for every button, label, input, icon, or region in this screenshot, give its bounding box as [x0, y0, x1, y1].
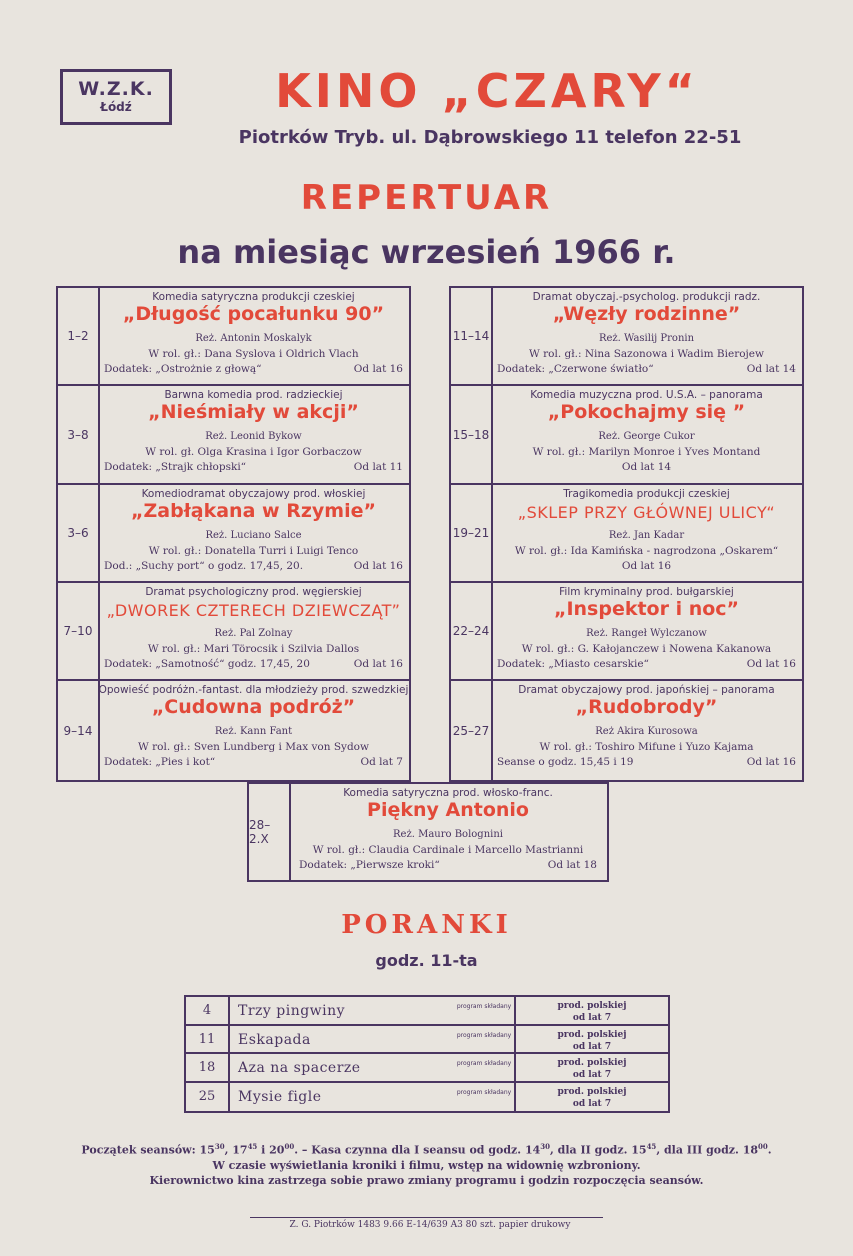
- morning-prod: prod. polskiej: [557, 1029, 627, 1040]
- film-dates: 9–14: [58, 681, 100, 780]
- film-director: Reż. Rangeł Wylczanow: [586, 628, 707, 639]
- film-director: Reż. George Cukor: [598, 431, 695, 442]
- film-row: [58, 288, 409, 386]
- film-extra: Dodatek: „Czerwone światło“: [497, 363, 654, 375]
- film-extra: Dodatek: „Miasto cesarskie“: [497, 658, 649, 670]
- morning-age: od lat 7: [572, 1098, 612, 1109]
- film-title: Piękny Antonio: [367, 799, 529, 821]
- month-heading: na miesiąc wrzesień 1966 r.: [177, 233, 676, 271]
- cinema-address: Piotrków Tryb. ul. Dąbrowskiego 11 telefon 22-51: [238, 127, 742, 148]
- film-genre: Dramat psychologiczny prod. węgierskiej: [145, 586, 362, 598]
- logo-line2: Łódź: [100, 100, 132, 114]
- film-dates: 7–10: [58, 583, 100, 679]
- film-title: „DWOREK CZTERECH DZIEWCZĄT”: [106, 601, 401, 620]
- left-film-column: [56, 286, 411, 782]
- morning-title: Aza na spacerze: [238, 1060, 361, 1076]
- film-title: „SKLEP PRZY GŁÓWNEJ ULICY“: [517, 503, 776, 522]
- film-age: Od lat 11: [353, 461, 403, 473]
- film-row: [58, 386, 409, 485]
- film-row: [58, 583, 409, 681]
- wzk-logo: [60, 69, 172, 125]
- morning-title: Mysie figle: [238, 1088, 322, 1105]
- film-extra: Dodatek: „Pies i kot“: [104, 756, 216, 768]
- film-cast: W rol. gł.: Nina Sazonowa i Wadim Bierojew: [528, 348, 765, 360]
- film-row: [451, 386, 802, 485]
- morning-program: program składany: [456, 1031, 512, 1039]
- film-cast: W rol. gł.: Marilyn Monroe i Yves Montand: [532, 446, 761, 458]
- footer-notes: [30, 1139, 823, 1188]
- film-age: Od lat 18: [547, 859, 597, 871]
- film-director: Reż. Leonid Bykow: [205, 431, 302, 442]
- morning-day: 25: [186, 1083, 230, 1112]
- film-title: „Węzły rodzinne”: [552, 303, 741, 325]
- right-film-column: [449, 286, 804, 782]
- film-director: Reż. Luciano Salce: [205, 530, 302, 541]
- morning-program: program składany: [456, 1060, 512, 1067]
- morning-prod: prod. polskiej: [557, 1058, 627, 1068]
- film-age: Od lat 16: [746, 658, 796, 670]
- film-cast: W rol. gł.: Donatella Turri i Luigi Tenco: [148, 545, 359, 557]
- morning-heading: PORANKI: [341, 910, 512, 940]
- morning-table: [184, 995, 670, 1113]
- film-dates: 25–27: [451, 681, 493, 780]
- center-film-block: [247, 782, 609, 882]
- film-cast: W rol. gł. Olga Krasina i Igor Gorbaczow: [145, 446, 362, 458]
- table-row: [186, 1026, 668, 1055]
- film-row: [451, 681, 802, 780]
- film-title: „Nieśmiały w akcji”: [148, 401, 359, 423]
- film-director: Reż Akira Kurosowa: [595, 726, 698, 737]
- morning-title: Eskapada: [238, 1031, 311, 1048]
- film-director: Reż. Pal Zolnay: [214, 628, 293, 639]
- film-cast: W rol. gł.: Claudia Cardinale i Marcello Mastrianni: [312, 844, 584, 856]
- film-dates: 3–6: [58, 485, 100, 581]
- film-age: Od lat 14: [746, 363, 796, 375]
- film-age: Od lat 14: [621, 461, 672, 473]
- film-genre: Opowieść podróżn.-fantast. dla młodzieży prod. szwedzkiej: [98, 684, 409, 696]
- morning-time: godz. 11-ta: [375, 951, 478, 970]
- morning-day: 4: [186, 997, 230, 1024]
- morning-prod: prod. polskiej: [557, 1086, 627, 1097]
- management-notice: Kierownictwo kina zastrzega sobie prawo zmiany programu i godzin rozpoczęcia seansów.: [149, 1173, 704, 1187]
- film-age: Od lat 16: [353, 658, 403, 670]
- film-genre: Dramat obyczaj.-psycholog. produkcji radz.: [532, 291, 761, 303]
- film-director: Reż. Jan Kadar: [608, 530, 685, 541]
- film-genre: Komediodramat obyczajowy prod. włoskiej: [141, 488, 366, 500]
- film-title: „Inspektor i noc”: [553, 598, 740, 620]
- film-cast: W rol. gł.: Sven Lundberg i Max von Sydow: [138, 741, 369, 753]
- film-row: [451, 288, 802, 386]
- table-row: [186, 997, 668, 1026]
- entry-notice: W czasie wyświetlania kroniki i filmu, wstęp na widownię wzbroniony.: [212, 1158, 641, 1172]
- film-extra: Seanse o godz. 15,45 i 19: [497, 756, 634, 768]
- film-row: [451, 583, 802, 681]
- film-extra: Dodatek: „Strajk chłopski“: [104, 461, 247, 473]
- film-title: „Długość pocałunku 90”: [122, 303, 385, 325]
- film-genre: Komedia satyryczna prod. włosko-franc.: [343, 787, 553, 799]
- table-row: [186, 1054, 668, 1083]
- film-director: Reż. Mauro Bolognini: [393, 829, 503, 840]
- morning-day: 11: [186, 1026, 230, 1053]
- film-age: Od lat 16: [353, 560, 403, 572]
- film-dates: 3–8: [58, 386, 100, 483]
- film-genre: Dramat obyczajowy prod. japońskiej – panorama: [518, 684, 775, 696]
- film-dates: 11–14: [451, 288, 493, 384]
- film-age: Od lat 7: [360, 756, 403, 768]
- film-cast: W rol. gł.: Toshiro Mifune i Yuzo Kajama: [539, 741, 754, 753]
- film-genre: Tragikomedia produkcji czeskiej: [563, 488, 730, 500]
- morning-age: od lat 7: [572, 1070, 612, 1080]
- film-row: [451, 485, 802, 583]
- film-genre: Barwna komedia prod. radzieckiej: [164, 389, 343, 401]
- film-dates: 1–2: [58, 288, 100, 384]
- film-extra: Dodatek: „Ostrożnie z głową“: [104, 363, 262, 375]
- film-director: Reż. Kann Fant: [214, 726, 293, 737]
- film-row: [249, 784, 607, 880]
- logo-line1: W.Z.K.: [78, 78, 154, 100]
- morning-program: program składany: [456, 1003, 512, 1010]
- film-extra: Dod.: „Suchy port“ o godz. 17,45, 20.: [104, 560, 304, 572]
- morning-program: program składany: [456, 1088, 512, 1096]
- film-extra: Dodatek: „Samotność“ godz. 17,45, 20: [104, 658, 310, 670]
- film-extra: Dodatek: „Pierwsze kroki“: [299, 859, 440, 871]
- morning-age: od lat 7: [572, 1013, 612, 1023]
- film-title: „Pokochajmy się ”: [547, 401, 746, 423]
- film-dates: 19–21: [451, 485, 493, 581]
- film-genre: Komedia muzyczna prod. U.S.A. – panorama: [530, 389, 763, 401]
- film-title: „Cudowna podróż”: [151, 696, 356, 718]
- film-director: Reż. Wasilij Pronin: [598, 333, 695, 344]
- morning-prod: prod. polskiej: [557, 1001, 627, 1011]
- film-row: [58, 681, 409, 780]
- film-age: Od lat 16: [353, 363, 403, 375]
- film-title: „Zabłąkana w Rzymie”: [131, 500, 376, 522]
- showtimes-line: Początek seansów: $15^{30}$, $17^{45}$ i $20^{00}$. – Kasa czynna dla I seansu od godz. $14^{30}$, dla II godz. $15^{45}$, dla III godz. $18^{00}$.: [81, 1142, 772, 1157]
- film-cast: W rol. gł.: Ida Kamińska - nagrodzona „Oskarem“: [514, 545, 779, 557]
- film-row: [58, 485, 409, 583]
- cinema-name: KINO „CZARY“: [275, 64, 699, 118]
- morning-day: 18: [186, 1054, 230, 1081]
- morning-age: od lat 7: [572, 1041, 612, 1052]
- film-genre: Komedia satyryczna produkcji czeskiej: [152, 291, 355, 303]
- film-dates: 15–18: [451, 386, 493, 483]
- film-genre: Film kryminalny prod. bułgarskiej: [559, 586, 734, 598]
- film-cast: W rol. gł.: G. Kałojanczew i Nowena Kakanowa: [521, 643, 772, 655]
- film-age: Od lat 16: [621, 560, 672, 572]
- film-cast: W rol. gł.: Mari Törocsik i Szilvia Dallos: [147, 643, 360, 655]
- film-dates: 22–24: [451, 583, 493, 679]
- film-age: Od lat 16: [746, 756, 796, 768]
- film-title: „Rudobrody”: [575, 696, 718, 718]
- table-row: [186, 1083, 668, 1112]
- film-director: Reż. Antonin Moskalyk: [195, 333, 312, 344]
- repertoire-heading: REPERTUAR: [300, 178, 553, 218]
- film-cast: W rol. gł.: Dana Syslova i Oldrich Vlach: [148, 348, 359, 360]
- divider: [250, 1217, 603, 1218]
- morning-title: Trzy pingwiny: [238, 1003, 346, 1019]
- printer-info: Z. G. Piotrków 1483 9.66 E-14/639 A3 80 szt. papier drukowy: [289, 1220, 571, 1230]
- film-dates: 28–2.X: [249, 784, 291, 880]
